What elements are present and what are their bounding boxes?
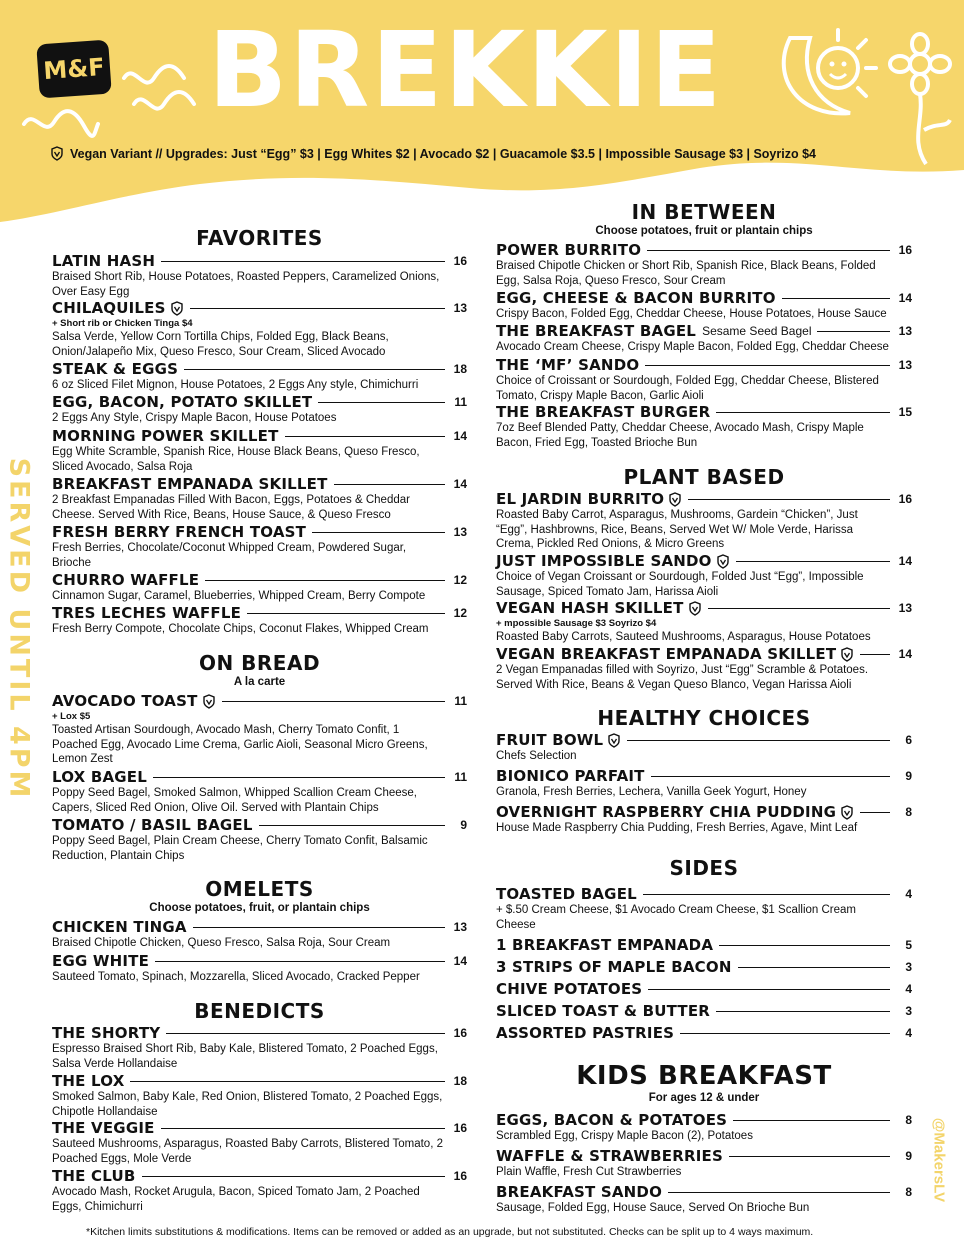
item-description: Plain Waffle, Fresh Cut Strawberries [496, 1166, 682, 1178]
item-description: Sauteed Mushrooms, Asparagus, Roasted Baby Carrots, Blistered Tomato, 2 Poached Eggs, Mole Verde [52, 1138, 443, 1165]
item-description: Toasted Artisan Sourdough, Avocado Mash, Cherry Tomato Confit, 1 Poached Egg, Avocado Lime Crema, Garlic Aioli, Seasonal Micro Greens, Lemon Zest [52, 724, 428, 765]
menu-item [52, 360, 467, 393]
item-description: Salsa Verde, Yellow Corn Tortilla Chips, Folded Egg, Black Beans, Onion/Jalapeño Mix, Queso Fresco, Sour Cream, Sliced Avocado [52, 331, 389, 358]
item-name: CHILAQUILES [52, 299, 166, 317]
item-name: POWER BURRITO [496, 241, 642, 259]
item-description: Espresso Braised Short Rib, Baby Kale, Blistered Tomato, 2 Poached Eggs, Salsa Verde Hollandaise [52, 1043, 438, 1070]
item-description: 2 Eggs Any Style, Crispy Maple Bacon, House Potatoes [52, 412, 337, 424]
item-name: EGGS, BACON & POTATOES [496, 1111, 728, 1129]
item-price: 5 [905, 938, 912, 952]
item-description: + $.50 Cream Cheese, $1 Avocado Cream Cheese, $1 Scallion Cream Cheese [496, 904, 856, 931]
item-price: 3 [905, 960, 912, 974]
menu-item [496, 936, 912, 954]
item-name: 1 BREAKFAST EMPANADA [496, 936, 714, 954]
item-name: THE CLUB [52, 1167, 136, 1185]
item-addon: + Short rib or Chicken Tinga $4 [52, 318, 193, 329]
item-description: Cinnamon Sugar, Caramel, Blueberries, Whipped Cream, Berry Compote [52, 590, 426, 602]
vegan-icon [202, 694, 216, 709]
item-name: THE VEGGIE [52, 1119, 155, 1137]
squiggle-decoration [20, 104, 100, 140]
vegan-icon [50, 146, 64, 161]
item-price: 16 [898, 243, 912, 257]
item-name: ASSORTED PASTRIES [496, 1024, 675, 1042]
item-name: 3 STRIPS OF MAPLE BACON [496, 958, 732, 976]
item-name: BREAKFAST SANDO [496, 1183, 663, 1201]
item-price: 16 [898, 492, 912, 506]
item-price: 8 [905, 1113, 912, 1127]
vegan-icon [668, 492, 682, 507]
menu-item [496, 885, 912, 932]
item-price: 11 [454, 770, 467, 784]
menu-item [496, 289, 912, 322]
item-price: 9 [460, 818, 467, 832]
item-name: EGG, CHEESE & BACON BURRITO [496, 289, 776, 307]
footer-disclaimer: *Kitchen limits substitutions & modifications. Items can be removed or added as an upgrade, but not substituted. Checks can be split up to 4 ways maximum. [86, 1226, 814, 1238]
item-price: 18 [453, 362, 467, 376]
item-description: Choice of Croissant or Sourdough, Folded Egg, Cheddar Cheese, Blistered Tomato, Crispy Maple Bacon, Garlic Aioli [496, 375, 879, 402]
item-description: Avocado Mash, Rocket Arugula, Bacon, Spiced Tomato Jam, 2 Poached Eggs, Chimichurri [52, 1186, 420, 1213]
item-name: MORNING POWER SKILLET [52, 427, 279, 445]
menu-item [496, 490, 912, 552]
item-name: LATIN HASH [52, 252, 156, 270]
item-name: TOMATO / BASIL BAGEL [52, 816, 253, 834]
item-name: EL JARDIN BURRITO [496, 490, 665, 508]
item-price: 16 [453, 254, 467, 268]
item-name: SLICED TOAST & BUTTER [496, 1002, 711, 1020]
item-price: 4 [905, 982, 912, 996]
item-price: 14 [453, 429, 467, 443]
menu-item [496, 645, 912, 692]
vegan-icon [688, 601, 702, 616]
item-description: Egg White Scramble, Spanish Rice, House Black Beans, Queso Fresco, Sliced Avocado, Salsa Roja [52, 446, 420, 473]
item-name: FRUIT BOWL [496, 731, 604, 749]
section-subtitle-kids-breakfast: For ages 12 & under [648, 1092, 760, 1104]
item-description: Avocado Cream Cheese, Crispy Maple Bacon, Folded Egg, Cheddar Cheese [496, 341, 889, 353]
item-description: Braised Chipotle Chicken, Queso Fresco, Salsa Roja, Sour Cream [52, 937, 391, 949]
menu-item [52, 952, 467, 985]
item-price: 13 [898, 601, 912, 615]
menu-item [52, 1167, 467, 1214]
item-addon: + mpossible Sausage $3 Soyrizo $4 [496, 618, 657, 629]
item-description: 6 oz Sliced Filet Mignon, House Potatoes, 2 Eggs Any style, Chimichurri [52, 379, 419, 391]
item-name: THE ‘MF’ SANDO [496, 356, 640, 374]
menu-item [52, 816, 467, 863]
item-price: 14 [898, 554, 912, 568]
item-price: 14 [898, 647, 912, 661]
item-extra: Sesame Seed Bagel [702, 324, 812, 338]
item-name: AVOCADO TOAST [52, 692, 198, 710]
item-name: LOX BAGEL [52, 768, 147, 786]
item-price: 8 [905, 1185, 912, 1199]
item-name: STEAK & EGGS [52, 360, 179, 378]
squiggle-decoration [120, 58, 200, 118]
item-description: 2 Breakfast Empanadas Filled With Bacon, Eggs, Potatoes & Cheddar Cheese. Served With Rice, Beans, House Sauce, & Queso Fresco [52, 494, 410, 521]
section-title-kids-breakfast: KIDS BREAKFAST [576, 1061, 832, 1091]
item-price: 14 [453, 477, 467, 491]
item-price: 9 [905, 769, 912, 783]
item-description: House Made Raspberry Chia Pudding, Fresh Berries, Agave, Mint Leaf [496, 822, 858, 834]
item-price: 13 [453, 525, 467, 539]
item-description: Chefs Selection [496, 750, 577, 762]
item-name: FRESH BERRY FRENCH TOAST [52, 523, 307, 541]
menu-item [496, 241, 912, 288]
item-price: 8 [905, 805, 912, 819]
item-price: 16 [453, 1121, 467, 1135]
section-title-omelets: OMELETS [205, 877, 314, 901]
item-name: TRES LECHES WAFFLE [52, 604, 242, 622]
item-name: OVERNIGHT RASPBERRY CHIA PUDDING [496, 803, 837, 821]
menu-item [52, 523, 467, 570]
menu-item [496, 803, 912, 836]
item-name: EGG, BACON, POTATO SKILLET [52, 393, 313, 411]
section-title-plant-based: PLANT BASED [623, 465, 785, 489]
item-price: 16 [453, 1169, 467, 1183]
item-price: 16 [453, 1026, 467, 1040]
item-description: Sausage, Folded Egg, House Sauce, Served On Brioche Bun [496, 1202, 810, 1214]
served-until-label: SERVED UNTIL 4PM [3, 457, 35, 801]
vegan-icon [607, 733, 621, 748]
item-name: BIONICO PARFAIT [496, 767, 645, 785]
item-name: EGG WHITE [52, 952, 150, 970]
section-subtitle-in-between: Choose potatoes, fruit or plantain chips [595, 225, 813, 237]
item-price: 11 [454, 395, 467, 409]
menu-item [496, 958, 912, 976]
section-title-favorites: FAVORITES [196, 226, 323, 250]
item-price: 13 [453, 301, 467, 315]
item-name: CHURRO WAFFLE [52, 571, 200, 589]
item-description: Braised Short Rib, House Potatoes, Roasted Peppers, Caramelized Onions, Over Easy Egg [52, 271, 440, 298]
vegan-icon [840, 805, 854, 820]
menu-item [496, 1024, 912, 1042]
menu-item [496, 552, 912, 599]
menu-item [52, 1119, 467, 1166]
menu-item [496, 1147, 912, 1180]
item-price: 4 [905, 1026, 912, 1040]
item-price: 4 [905, 887, 912, 901]
item-price: 6 [905, 733, 912, 747]
item-name: WAFFLE & STRAWBERRIES [496, 1147, 723, 1165]
item-description: Crispy Bacon, Folded Egg, Cheddar Cheese, House Potatoes, House Sauce [496, 308, 887, 320]
brand-logo: M&F [36, 40, 112, 99]
social-handle: @MakersLV [930, 1117, 948, 1203]
item-addon: + Lox $5 [52, 711, 91, 722]
item-price: 14 [453, 954, 467, 968]
menu-item [496, 731, 912, 764]
menu-item [496, 356, 912, 403]
section-title-benedicts: BENEDICTS [194, 999, 325, 1023]
menu-item [52, 1072, 467, 1119]
menu-item [52, 571, 467, 604]
menu-item [496, 1111, 912, 1144]
item-description: 7oz Beef Blended Patty, Cheddar Cheese, Avocado Mash, Crispy Maple Bacon, Fried Egg, Toasted Brioche Bun [496, 422, 864, 449]
menu-item [52, 1024, 467, 1071]
menu-item [496, 322, 912, 355]
item-price: 12 [453, 606, 467, 620]
item-price: 3 [905, 1004, 912, 1018]
item-description: Choice of Vegan Croissant or Sourdough, Folded Just “Egg”, Impossible Sausage, Spiced Tomato Jam, Harissa Aioli [496, 571, 864, 598]
menu-item [52, 252, 467, 299]
menu-item [496, 1183, 912, 1216]
section-title-sides: SIDES [669, 856, 739, 880]
item-description: Poppy Seed Bagel, Plain Cream Cheese, Cherry Tomato Confit, Balsamic Reduction, Plantain Chips [52, 835, 428, 862]
item-price: 18 [453, 1074, 467, 1088]
item-price: 9 [905, 1149, 912, 1163]
item-name: THE BREAKFAST BURGER [496, 403, 711, 421]
upgrades-line: Vegan Variant // Upgrades: Just “Egg” $3 | Egg Whites $2 | Avocado $2 | Guacamole $3.5 | Impossible Sausage $3 | Soyrizo $4 [50, 146, 930, 161]
menu-item [496, 599, 912, 645]
item-price: 13 [898, 324, 912, 338]
item-description: Braised Chipotle Chicken or Short Rib, Spanish Rice, Black Beans, Folded Egg, Salsa Roja, Queso Fresco, Sour Cream [496, 260, 876, 287]
menu-item [496, 1002, 912, 1020]
menu-item [52, 299, 467, 359]
item-description: Scrambled Egg, Crispy Maple Bacon (2), Potatoes [496, 1130, 753, 1142]
item-price: 12 [453, 573, 467, 587]
vegan-icon [716, 554, 730, 569]
menu-item [52, 393, 467, 426]
menu-item [52, 918, 467, 951]
menu-item [52, 768, 467, 815]
item-name: VEGAN HASH SKILLET [496, 599, 684, 617]
item-price: 13 [453, 920, 467, 934]
section-title-in-between: IN BETWEEN [631, 200, 777, 224]
item-description: Sauteed Tomato, Spinach, Mozzarella, Sliced Avocado, Cracked Pepper [52, 971, 420, 983]
item-description: Poppy Seed Bagel, Smoked Salmon, Whipped Scallion Cream Cheese, Capers, Sliced Red Onion, Olive Oil. Served with Plantain Chips [52, 787, 418, 814]
menu-title: BREKKIE [208, 9, 724, 131]
menu-item [52, 475, 467, 522]
item-name: CHICKEN TINGA [52, 918, 187, 936]
item-name: TOASTED BAGEL [496, 885, 637, 903]
item-price: 13 [898, 358, 912, 372]
item-description: Fresh Berry Compote, Chocolate Chips, Coconut Flakes, Whipped Cream [52, 623, 429, 635]
menu-item [496, 980, 912, 998]
menu-item [52, 692, 467, 767]
item-description: Granola, Fresh Berries, Lechera, Vanilla Geek Yogurt, Honey [496, 786, 807, 798]
item-name: BREAKFAST EMPANADA SKILLET [52, 475, 328, 493]
menu-item [52, 604, 467, 637]
item-name: THE BREAKFAST BAGEL [496, 322, 697, 340]
section-title-on-bread: ON BREAD [198, 651, 321, 675]
section-subtitle-omelets: Choose potatoes, fruit, or plantain chips [149, 902, 370, 914]
item-description: Roasted Baby Carrot, Asparagus, Mushrooms, Gardein “Chicken”, Just “Egg”, Hashbrowns, Rice, Beans, Served Wet W/ Mole Verde, Harissa Crema, Pickled Red Onions, & Micro Greens [496, 509, 858, 550]
section-title-healthy-choices: HEALTHY CHOICES [597, 706, 811, 730]
vegan-icon [840, 647, 854, 662]
item-price: 11 [454, 694, 467, 708]
sun-moon-icon [770, 18, 880, 128]
item-name: CHIVE POTATOES [496, 980, 643, 998]
item-price: 14 [898, 291, 912, 305]
menu-item [496, 767, 912, 800]
item-description: Smoked Salmon, Baby Kale, Red Onion, Blistered Tomato, 2 Poached Eggs, Chipotle Hollandaise [52, 1091, 443, 1118]
item-name: VEGAN BREAKFAST EMPANADA SKILLET [496, 645, 837, 663]
item-description: Fresh Berries, Chocolate/Coconut Whipped Cream, Powdered Sugar, Brioche [52, 542, 407, 569]
section-subtitle-on-bread: A la carte [233, 676, 286, 688]
item-price: 15 [898, 405, 912, 419]
menu-item [52, 427, 467, 474]
item-description: Roasted Baby Carrots, Sauteed Mushrooms, Asparagus, House Potatoes [496, 631, 871, 643]
item-name: THE LOX [52, 1072, 125, 1090]
item-name: JUST IMPOSSIBLE SANDO [496, 552, 712, 570]
vegan-icon [170, 301, 184, 316]
item-description: 2 Vegan Empanadas filled with Soyrizo, Just “Egg” Scramble & Potatoes. Served With Rice, Beans & Vegan Queso Blanco, Vegan Harissa Aioli [496, 664, 869, 691]
menu-item [496, 403, 912, 450]
item-name: THE SHORTY [52, 1024, 161, 1042]
